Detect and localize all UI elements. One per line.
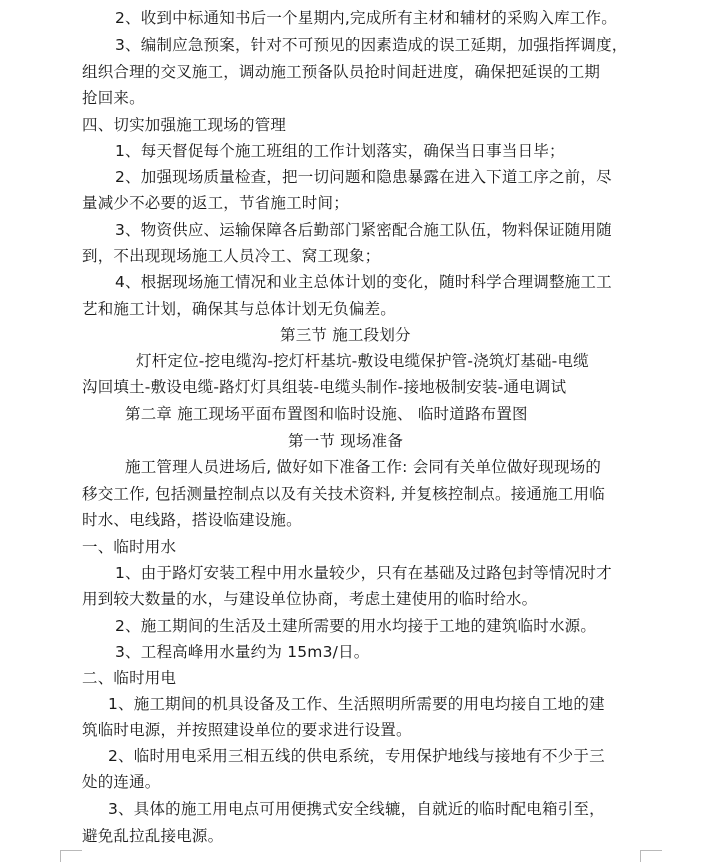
paragraph-line: 艺和施工计划，确保其与总体计划无负偏差。 [82, 300, 397, 318]
crop-mark [640, 850, 641, 862]
paragraph-line: 施工管理人员进场后, 做好如下准备工作: 会同有关单位做好现现场的 [125, 458, 602, 476]
paragraph-line: 3、编制应急预案，针对不可预见的因素造成的误工延期，加强指挥调度， [115, 36, 628, 54]
paragraph-line: 灯杆定位-挖电缆沟-挖灯杆基坑-敷设电缆保护管-浇筑灯基础-电缆 [136, 352, 589, 370]
paragraph-line: 1、施工期间的机具设备及工作、生活照明所需要的用电均接自工地的建 [108, 695, 605, 713]
paragraph-line: 3、物资供应、运输保障各后勤部门紧密配合施工队伍，物料保证随用随 [115, 221, 612, 239]
paragraph-line: 1、由于路灯安装工程中用水量较少，只有在基础及过路包封等情况时才 [115, 564, 612, 582]
paragraph-line: 处的连通。 [82, 773, 161, 791]
section-heading: 四、切实加强施工现场的管理 [82, 116, 287, 134]
paragraph-line: 2、临时用电采用三相五线的供电系统，专用保护地线与接地有不少于三 [108, 747, 605, 765]
section-heading: 二、临时用电 [82, 669, 177, 687]
paragraph-line: 量减少不必要的返工，节省施工时间； [82, 194, 349, 212]
paragraph-line: 3、具体的施工用电点可用便携式安全线辘，自就近的临时配电箱引至， [108, 800, 605, 818]
paragraph-line: 4、根据现场施工情况和业主总体计划的变化，随时科学合理调整施工工 [115, 273, 612, 291]
paragraph-line: 抢回来。 [82, 89, 145, 107]
crop-mark [640, 850, 662, 851]
paragraph-line: 1、每天督促每个施工班组的工作计划落实，确保当日事当日毕； [115, 142, 565, 160]
crop-mark [60, 850, 82, 851]
section-heading: 一、临时用水 [82, 538, 177, 556]
chapter-title: 第二章 施工现场平面布置图和临时设施、 临时道路布置图 [125, 405, 528, 423]
paragraph-line: 组织合理的交叉施工，调动施工预备队员抢时间赶进度，确保把延误的工期 [82, 63, 601, 81]
paragraph-line: 到，不出现现场施工人员冷工、窝工现象； [82, 247, 381, 265]
section-title: 第三节 施工段划分 [280, 326, 411, 344]
paragraph-line: 筑临时电源，并按照建设单位的要求进行设置。 [82, 721, 412, 739]
paragraph-line: 避免乱拉乱接电源。 [82, 827, 224, 845]
paragraph-line: 3、工程高峰用水量约为 15m3/日。 [115, 643, 370, 661]
paragraph-line: 时水、电线路，搭设临建设施。 [82, 511, 302, 529]
paragraph-line: 2、施工期间的生活及土建所需要的用水均接于工地的建筑临时水源。 [115, 617, 597, 635]
paragraph-line: 用到较大数量的水，与建设单位协商，考虑土建使用的临时给水。 [82, 590, 538, 608]
paragraph-line: 移交工作, 包括测量控制点以及有关技术资料, 并复核控制点。接通施工用临 [82, 485, 605, 503]
paragraph-line: 沟回填土-敷设电缆-路灯灯具组装-电缆头制作-接地极制安装-通电调试 [82, 378, 567, 396]
section-title: 第一节 现场准备 [288, 432, 404, 450]
crop-mark [60, 850, 61, 862]
paragraph-line: 2、收到中标通知书后一个星期内,完成所有主材和辅材的采购入库工作。 [115, 9, 617, 27]
paragraph-line: 2、加强现场质量检查，把一切问题和隐患暴露在进入下道工序之前，尽 [115, 168, 612, 186]
